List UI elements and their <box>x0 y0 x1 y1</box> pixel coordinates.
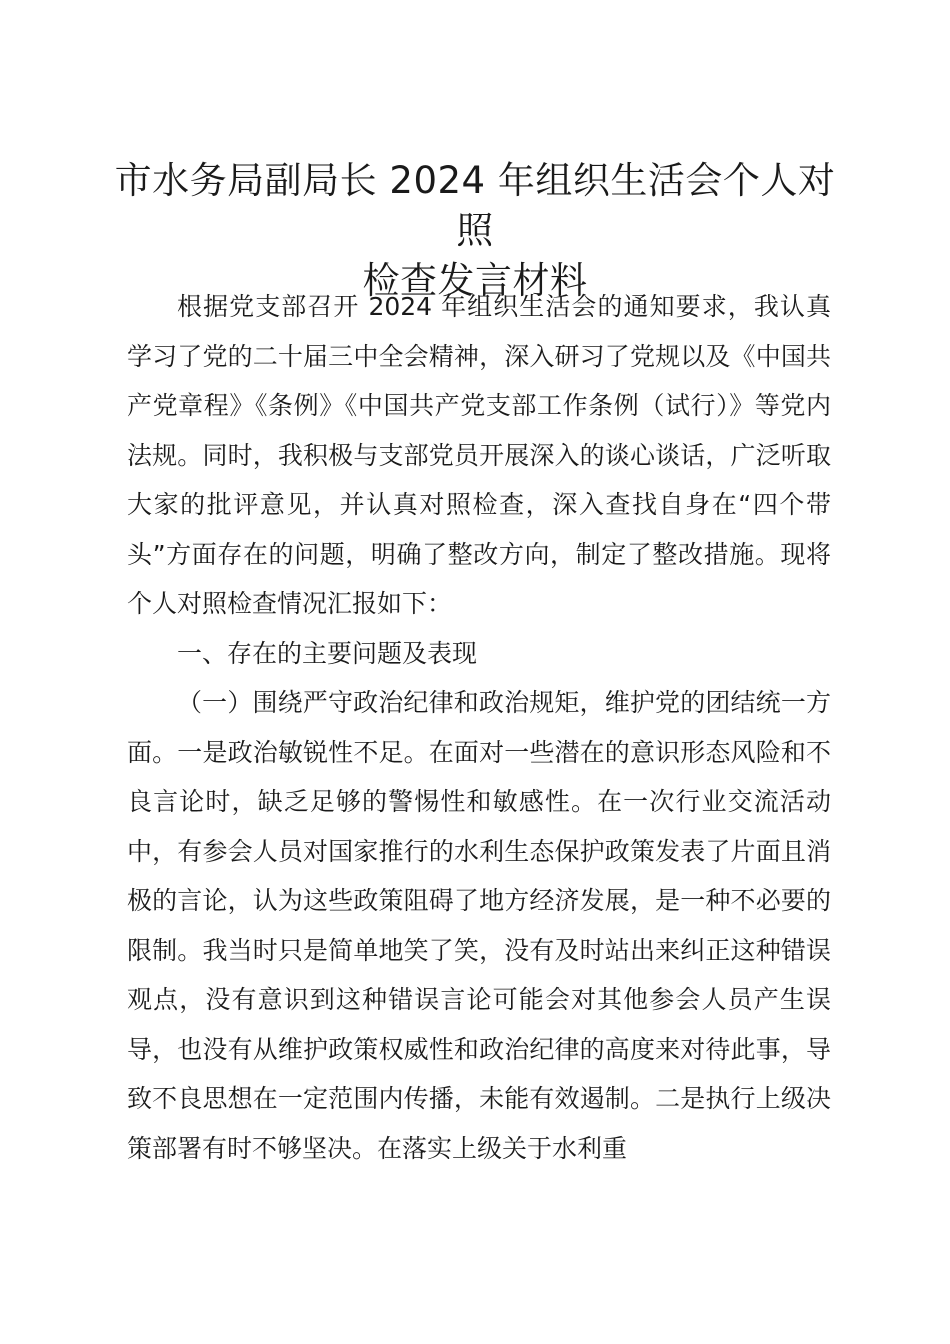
section-heading: 一、存在的主要问题及表现 <box>177 638 478 668</box>
title-line-2: 检查发言材料 <box>362 259 588 302</box>
title-line-1: 市水务局副局长 2024 年组织生活会个人对照 <box>114 159 836 252</box>
document-body <box>127 282 831 1173</box>
intro-paragraph: 根据党支部召开 2024 年组织生活会的通知要求，我认真学习了党的二十届三中全会精神，深入研习了党规以及《中国共产党章程》《条例》《中国共产党支部工作条例（试行）》等党内法规。同时，我积极与支部党员开展深入的谈心谈话，广泛听取大家的批评意见，并认真对照检查，深入查找自身在“四个带头”方面存在的问题，明确了整改方向，制定了整改措施。现将个人对照检查情况汇报如下： <box>127 292 831 618</box>
body-paragraph: （一）围绕严守政治纪律和政治规矩，维护党的团结统一方面。一是政治敏锐性不足。在面对一些潜在的意识形态风险和不良言论时，缺乏足够的警惕性和敏感性。在一次行业交流活动中，有参会人员对国家推行的水利生态保护政策发表了片面且消极的言论，认为这些政策阻碍了地方经济发展，是一种不必要的限制。我当时只是简单地笑了笑，没有及时站出来纠正这种错误观点，没有意识到这种错误言论可能会对其他参会人员产生误导，也没有从维护政策权威性和政治纪律的高度来对待此事，导致不良思想在一定范围内传播，未能有效遏制。二是执行上级决策部署有时不够坚决。在落实上级关于水利重 <box>127 688 831 1163</box>
